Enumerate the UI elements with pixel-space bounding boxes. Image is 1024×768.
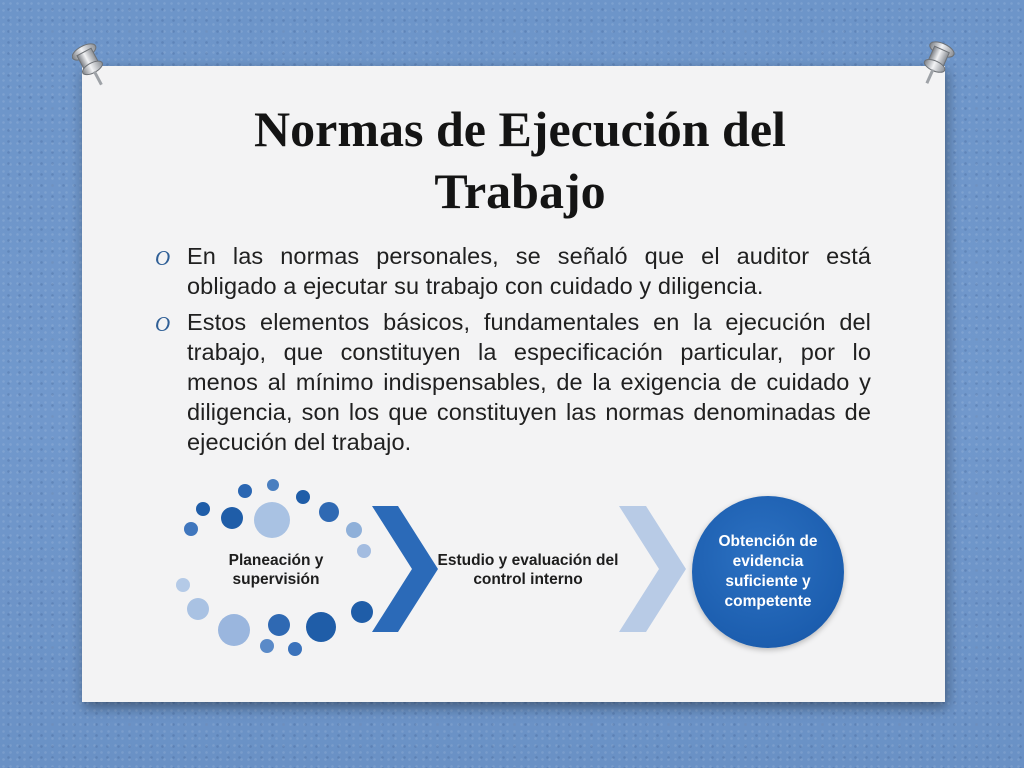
pushpin-icon	[72, 42, 112, 92]
dot	[196, 502, 210, 516]
dot	[296, 490, 310, 504]
bullet-text: En las normas personales, se señaló que el auditor está obligado a ejecutar su trabajo con cuidado y diligencia.	[187, 243, 871, 299]
dot	[268, 614, 290, 636]
dot	[184, 522, 198, 536]
dot	[319, 502, 339, 522]
slide-title-line-2: Trabajo	[434, 163, 606, 219]
dot	[306, 612, 336, 642]
step-evidence-circle	[692, 496, 844, 648]
dot	[254, 502, 290, 538]
dot	[218, 614, 250, 646]
step-planning-label: Planeación y supervisión	[228, 552, 324, 588]
dot	[221, 507, 243, 529]
dot	[176, 578, 190, 592]
pushpin-icon	[915, 40, 955, 90]
dot	[267, 479, 279, 491]
step-internal-control-label: Estudio y evaluación del control interno	[437, 552, 619, 588]
chevron-right-icon	[372, 506, 438, 632]
bullet-symbol-icon: O	[155, 246, 171, 270]
dot	[187, 598, 209, 620]
dot	[357, 544, 371, 558]
dot	[351, 601, 373, 623]
dot	[346, 522, 362, 538]
dot	[260, 639, 274, 653]
step-evidence-label: Obtención de evidencia suficiente y competente	[718, 533, 818, 610]
dot	[288, 642, 302, 656]
bullet-symbol-icon: O	[155, 312, 171, 336]
bullet-text: Estos elementos básicos, fundamentales en la ejecución del trabajo, que constituyen la especificación particular, por lo menos al mínimo indispensables, de la exigencia de cuidado y diligencia, son los que constituyen las normas denominadas de ejecución del trabajo.	[187, 309, 871, 455]
chevron-right-icon	[619, 506, 686, 632]
slide-title-line-1: Normas de Ejecución del	[254, 101, 786, 157]
dot	[238, 484, 252, 498]
